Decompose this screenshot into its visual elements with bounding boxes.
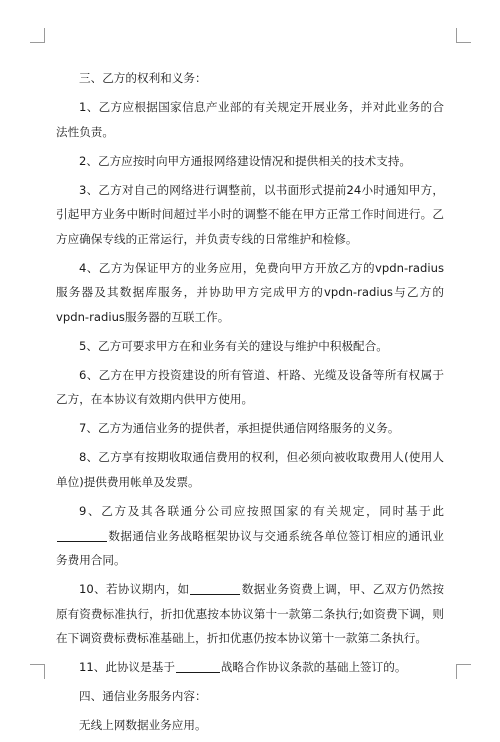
clause-11-text-before: 11、此协议是基于 (79, 660, 175, 675)
clause-11-text-after: 战略合作协议条款的基础上签订的。 (220, 660, 407, 675)
crop-mark-top-left (30, 28, 45, 43)
clause-9-text-after: 数据通信业务战略框架协议与交通系统各单位签订相应的通讯业务费用合同。 (56, 528, 444, 568)
clause-4: 4、乙方为保证甲方的业务应用，免费向甲方开放乙方的vpdn-radius服务器及其数据库服务，并协助甲方完成甲方的vpdn-radius与乙方的vpdn-radius服务器的互联工作。 (56, 260, 444, 324)
fill-in-blank (176, 660, 220, 673)
crop-mark-top-right (456, 28, 471, 43)
clause-7: 7、乙方为通信业务的提供者，承担提供通信网络服务的义务。 (79, 421, 400, 436)
clause-2: 2、乙方应按时向甲方通报网络建设情况和提供相关的技术支持。 (79, 153, 412, 168)
clause-6: 6、乙方在甲方投资建设的所有管道、杆路、光缆及设备等所有权属于乙方，在本协议有效期内供甲方使用。 (56, 367, 444, 407)
section-heading-3: 三、乙方的权利和义务： (79, 71, 207, 85)
clause-9 (56, 499, 444, 573)
clause-1: 1、乙方应根据国家信息产业部的有关规定开展业务，并对此业务的合法性负责。 (56, 99, 444, 139)
clause-10-text-after: 数据业务资费上调，甲、乙双方仍然按原有资费标准执行，折扣优惠按本协议第十一款第二条执行;如资费下调，则在下调资费标费标准基础上，折扣优惠仍按本协议第十一款第二条执行。 (56, 582, 444, 646)
clause-9-text-before: 9、乙方及其各联通分公司应按照国家的有关规定，同时基于此 (79, 504, 444, 519)
clause-8: 8、乙方享有按期收取通信费用的权利，但必须向被收取费用人(使用人单位)提供费用帐单及发票。 (56, 450, 444, 490)
section-4-body: 无线上网数据业务应用。 (79, 718, 207, 733)
clause-5: 5、乙方可要求甲方在和业务有关的建设与维护中积极配合。 (79, 338, 388, 353)
crop-mark-bottom-left (30, 664, 45, 679)
clause-11 (56, 655, 444, 680)
clause-10 (56, 577, 444, 651)
document-body (56, 66, 444, 742)
clause-10-text-before: 10、若协议期内，如 (79, 582, 190, 597)
fill-in-blank (190, 582, 240, 595)
fill-in-blank (57, 529, 107, 542)
clause-3: 3、乙方对自己的网络进行调整前，以书面形式提前24小时通知甲方，引起甲方业务中断时间超过半小时的调整不能在甲方正常工作时间进行。乙方应确保专线的正常运行，并负责专线的日常维护和检修。 (56, 182, 444, 246)
crop-mark-bottom-right (456, 664, 471, 679)
section-heading-4: 四、通信业务服务内容： (79, 689, 207, 704)
